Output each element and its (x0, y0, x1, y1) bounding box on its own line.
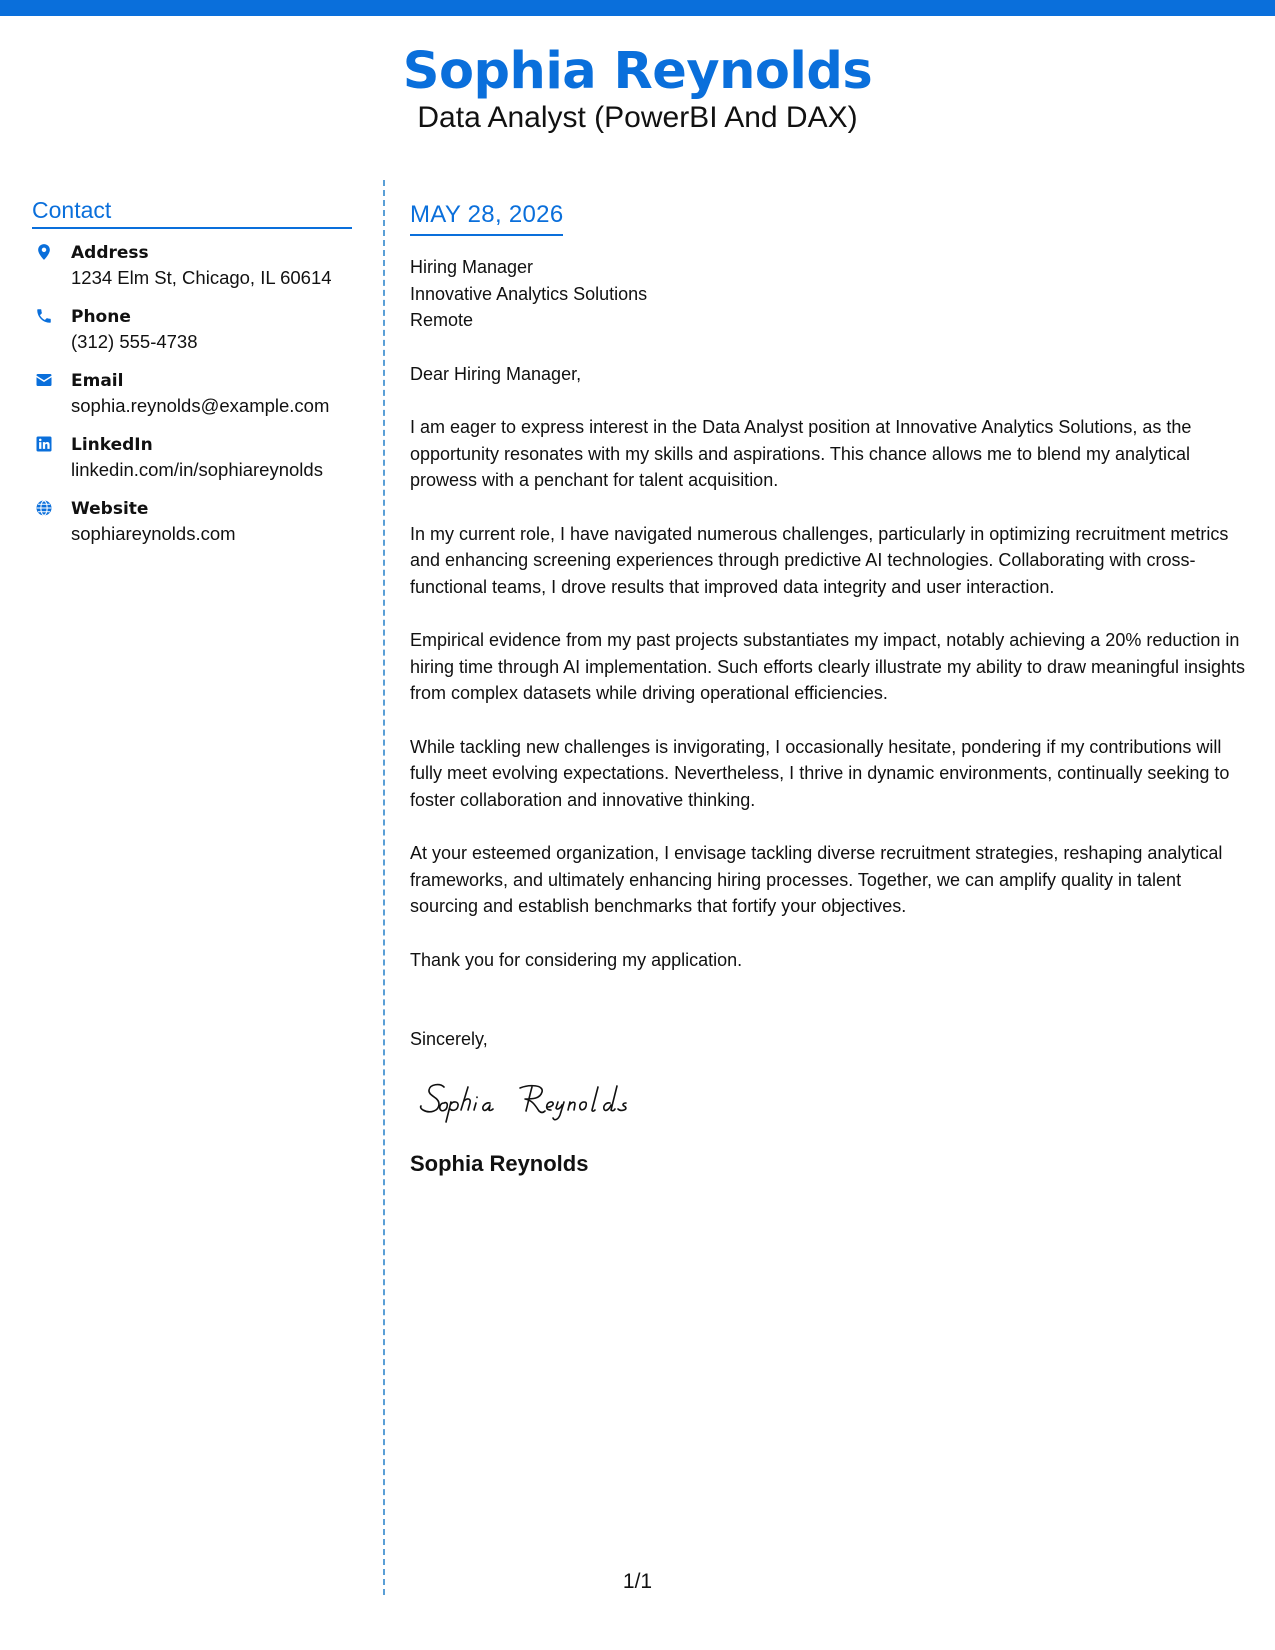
contact-item-linkedin (32, 433, 352, 482)
closing: Sincerely, (410, 1029, 488, 1049)
contact-value: sophiareynolds.com (71, 523, 236, 544)
handwritten-signature (418, 1071, 678, 1131)
linkedin-icon (35, 435, 53, 453)
recipient-block (410, 254, 1250, 334)
recipient-line: Innovative Analytics Solutions (410, 283, 648, 304)
contact-item-website (32, 497, 352, 546)
contact-label: LinkedIn (71, 435, 153, 455)
recipient-line: Hiring Manager (410, 257, 534, 277)
contact-label: Email (71, 371, 124, 391)
contact-label: Phone (71, 307, 131, 327)
contact-item-phone (32, 305, 352, 354)
contact-sidebar (32, 195, 352, 561)
contact-label: Website (71, 499, 149, 519)
contact-value: linkedin.com/in/sophiareynolds (71, 459, 323, 480)
recipient-line: Remote (410, 310, 474, 330)
contact-item-email (32, 369, 352, 418)
contact-heading: Contact (32, 195, 352, 229)
letter-paragraph: Thank you for considering my application. (410, 949, 743, 970)
job-title: Data Analyst (PowerBI And DAX) (417, 101, 858, 134)
contact-item-address (32, 241, 352, 290)
signer-name: Sophia Reynolds (410, 1150, 589, 1176)
letter-paragraph: While tackling new challenges is invigorating, I occasionally hesitate, pondering if my contributions will fully meet evolving expectations. Nevertheless, I thrive in dynamic environments, continually seeking to foster collaboration and innovative thinking. (410, 736, 1230, 810)
column-divider (383, 180, 385, 1595)
salutation: Dear Hiring Manager, (410, 363, 582, 384)
letter-paragraph: I am eager to express interest in the Data Analyst position at Innovative Analytics Solutions, as the opportunity resonates with my skills and aspirations. This chance allows me to blend my analytical prowess with a penchant for talent acquisition. (410, 417, 1192, 490)
phone-icon (35, 307, 53, 325)
page-number: 1/1 (622, 1570, 653, 1593)
location-pin-icon (35, 243, 53, 261)
envelope-icon (35, 371, 53, 389)
letter-date: MAY 28, 2026 (410, 198, 563, 236)
applicant-name: Sophia Reynolds (402, 42, 873, 101)
top-accent-bar (0, 0, 1275, 16)
letter-paragraph: Empirical evidence from my past projects substantiates my impact, notably achieving a 20% reduction in hiring time through AI implementation. Such efforts clearly illustrate my ability to draw meaningful insights from complex datasets while driving operational efficiencies. (410, 630, 1246, 703)
contact-value: sophia.reynolds@example.com (71, 395, 330, 416)
contact-value: (312) 555-4738 (71, 331, 198, 352)
letter-paragraph: In my current role, I have navigated numerous challenges, particularly in optimizing recruitment metrics and enhancing screening experiences through predictive AI technologies. Collaborating with cross-functional teams, I drove results that improved data integrity and user interaction. (410, 523, 1229, 597)
contact-label: Address (71, 243, 149, 263)
letter-paragraph: At your esteemed organization, I envisage tackling diverse recruitment strategies, reshaping analytical frameworks, and ultimately enhancing hiring processes. Together, we can amplify quality in talent sourcing and establish benchmarks that fortify your objectives. (410, 843, 1223, 916)
contact-value: 1234 Elm St, Chicago, IL 60614 (71, 267, 332, 288)
letter-body (410, 198, 1250, 1179)
header (0, 40, 1275, 136)
globe-icon (35, 499, 53, 517)
